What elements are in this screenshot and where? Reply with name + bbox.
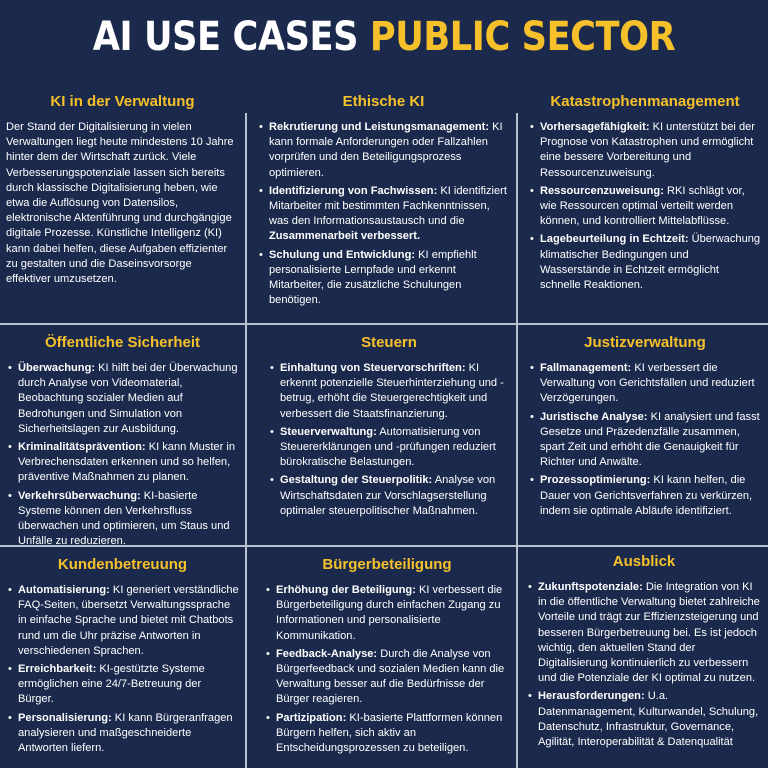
item-text: KI-basierte Plattformen können Bürgern helfen, sich aktiv an Entscheidungsprozessen zu beteiligen.	[276, 711, 503, 755]
list-item	[540, 473, 762, 519]
list-item	[538, 580, 762, 686]
list-item	[276, 647, 510, 708]
divider-vertical-4	[516, 325, 518, 545]
title-part-1: AI USE CASES	[92, 14, 359, 60]
section-kundenbetreuung	[0, 556, 245, 759]
divider-horizontal-1	[0, 323, 768, 325]
item-text: KI empfiehlt personalisierte Lernpfade und erkennt Mitarbeiter, die zusätzliche Schulungen benötigen.	[269, 248, 477, 307]
list-item	[269, 184, 510, 245]
item-text: KI kann formale Anforderungen oder Fallzahlen vorprüfen und den Beteiligungsprozess optimieren.	[269, 121, 503, 179]
item-label: Einhaltung von Steuervorschriften:	[280, 362, 466, 374]
bullet-list	[528, 120, 762, 293]
item-text: Automatisierung von Steuererklärungen und -prüfungen reduziert bürokratische Belastungen.	[280, 425, 496, 469]
section-heading: Bürgerbeteiligung	[322, 556, 452, 573]
item-text: KI-gestützte Systeme ermöglichen eine 24/7-Betreuung der Bürger.	[18, 663, 205, 706]
section-katastrophenmanagement	[522, 93, 768, 296]
item-text: U.a. Datenmanagement, Kulturwandel, Schulung, Datenschutz, Infrastruktur, Governance, Agilität, Interoperabilität & Datenqualität	[538, 690, 759, 749]
section-steuern	[262, 334, 516, 522]
item-label: Gestaltung der Steuerpolitik:	[280, 474, 433, 487]
section-heading: Ausblick	[612, 553, 676, 570]
list-item	[18, 440, 239, 486]
item-label: Feedback-Analyse:	[276, 647, 378, 660]
item-label: Prozessoptimierung:	[540, 474, 651, 487]
item-label: Überwachung:	[18, 362, 96, 374]
item-label: Rekrutierung und Leistungsmanagement:	[269, 121, 490, 133]
item-label: Juristische Analyse:	[540, 410, 648, 423]
item-text: KI hilft bei der Überwachung durch Analyse von Videomaterial, Beobachtung sozialer Medien auf Bedrohungen und Simulation von Sicherheitslagen zur Ausbildung.	[18, 362, 238, 435]
section-ethische-ki	[251, 93, 516, 311]
item-label: Fallmanagement:	[540, 362, 632, 374]
section-ausblick	[520, 553, 768, 753]
item-text: KI-basierte Systeme können den Verkehrsfluss überwachen und optimieren, um Staus und Unfälle zu reduzieren.	[18, 489, 230, 548]
list-item	[540, 232, 762, 293]
bullet-list	[257, 120, 510, 308]
list-item	[276, 583, 510, 644]
section-heading: Kundenbetreuung	[57, 556, 188, 573]
item-label: Verkehrsüberwachung:	[18, 489, 141, 502]
title-part-2: PUBLIC SECTOR	[369, 14, 676, 60]
item-label: Identifizierung von Fachwissen:	[269, 184, 438, 197]
item-label: Schulung und Entwicklung:	[269, 248, 416, 261]
item-text: Überwachung klimatischer Bedingungen und Wasserstände in Echtzeit ermöglicht schnelle Reaktionen.	[540, 233, 761, 292]
section-heading: Steuern	[361, 334, 417, 351]
item-label: Steuerverwaltung:	[280, 425, 377, 438]
item-label: Vorhersagefähigkeit:	[540, 121, 650, 133]
item-text: Durch die Analyse von Bürgerfeedback und sozialen Medien kann die Verwaltung besser auf die Bedürfnisse der Bürger reagieren.	[276, 647, 505, 706]
item-text: KI kann helfen, die Dauer von Gerichtsverfahren zu verkürzen, indem sie optimale Abläufe identifiziert.	[540, 474, 753, 517]
section-heading: KI in der Verwaltung	[50, 93, 195, 110]
item-text: KI kann Muster in Verbrechensdaten erkennen und so helfen, präventive Maßnahmen zu planen.	[18, 441, 236, 484]
list-item	[18, 489, 239, 550]
item-label: Erhöhung der Beteiligung:	[276, 584, 416, 596]
bullet-list	[268, 361, 510, 519]
item-text: Analyse von Wirtschaftsdaten zur Vorschlagserstellung optimaler steuerpolitischer Maßnahmen.	[280, 474, 496, 517]
section-text: Der Stand der Digitalisierung in vielen Verwaltungen liegt heute mindestens 10 Jahre hinter dem der Wirtschaft zurück. Viele Verbesserungspotenziale lassen sich bereits durch klassische Digitalisierung heben, wie etwa die Auflösung von Datensilos, elektronische Aktenführung und durchgängige digitale Prozesse. Künstliche Intelligenz (KI) kann dabei helfen, diese Aufgaben effizienter zu gestalten und die Daseinsvorsorge effektiver umzusetzen.	[6, 121, 234, 286]
bullet-list	[528, 361, 762, 519]
item-label: Personalisierung:	[18, 711, 112, 724]
list-item	[540, 120, 762, 181]
section-heading: Justizverwaltung	[584, 334, 706, 351]
list-item	[269, 248, 510, 309]
item-text: KI verbessert die Verwaltung von Gerichtsfällen und reduziert Verzögerungen.	[540, 362, 755, 405]
divider-vertical-5	[245, 547, 247, 768]
section-justizverwaltung	[522, 334, 768, 522]
item-label: Lagebeurteilung in Echtzeit:	[540, 233, 689, 246]
item-text: RKI schlägt vor, wie Ressourcen optimal verteilt werden können, und kontrolliert Mittelabflüsse.	[540, 184, 745, 228]
item-label: Ressourcenzuweisung:	[540, 184, 664, 197]
bullet-list	[526, 580, 762, 750]
item-text: Die Integration von KI in die öffentliche Verwaltung bietet zahlreiche Vorteile und trägt zur Effizienzsteigerung und besseren Bürgerbetreuung bei. Es ist jedoch wichtig, den aktuellen Stand der Digitalisierung kontinuierlich zu verbessern und die Potenziale der KI optimal zu nutzen.	[538, 581, 760, 685]
divider-vertical-1	[245, 113, 247, 323]
list-item	[540, 184, 762, 230]
item-text: KI analysiert und fasst Gesetze und Präzedenzfälle zusammen, spart Zeit und erhöht die Genauigkeit für Richter und Anwälte.	[540, 410, 760, 469]
bullet-list	[6, 583, 239, 756]
page-title	[46, 14, 722, 60]
list-item	[538, 689, 762, 750]
item-label: Kriminalitätsprävention:	[18, 441, 146, 454]
item-label: Automatisierung:	[18, 584, 110, 596]
divider-vertical-2	[516, 113, 518, 323]
divider-vertical-3	[245, 325, 247, 545]
item-text: KI generiert verständliche FAQ-Seiten, übersetzt Verwaltungssprache in einfache Sprache und bietet mit Chatbots rund um die Uhr präzise Antworten in verschiedenen Sprachen.	[18, 584, 239, 657]
item-text: KI erkennt potenzielle Steuerhinterziehung und -betrug, erhöht die Steuergerechtigkeit und verbessert die Staatsfinanzierung.	[280, 362, 504, 420]
item-text: KI unterstützt bei der Prognose von Katastrophen und ermöglicht eine bessere Vorbereitung und Ressourcenzuweisung.	[540, 121, 755, 179]
section-oeffentliche-sicherheit	[0, 334, 245, 552]
list-item	[269, 120, 510, 181]
item-label: Zukunftspotenziale:	[538, 581, 643, 593]
section-ki-in-der-verwaltung	[0, 93, 245, 287]
list-item	[540, 410, 762, 471]
section-heading: Katastrophenmanagement	[550, 93, 740, 110]
list-item	[280, 473, 510, 519]
item-text: KI kann Bürgeranfragen analysieren und maßgeschneiderte Antworten liefern.	[18, 711, 233, 755]
divider-vertical-6	[516, 547, 518, 768]
bullet-list	[264, 583, 510, 756]
list-item	[280, 425, 510, 471]
list-item	[18, 583, 239, 659]
section-buergerbeteiligung	[258, 556, 516, 759]
item-label: Herausforderungen:	[538, 690, 645, 703]
list-item	[18, 662, 239, 708]
item-label-end: Zusammenarbeit verbessert.	[269, 230, 421, 243]
bullet-list	[6, 361, 239, 549]
section-heading: Ethische KI	[342, 93, 425, 110]
list-item	[18, 361, 239, 437]
item-label: Partizipation:	[276, 711, 347, 724]
list-item	[280, 361, 510, 422]
list-item	[540, 361, 762, 407]
list-item	[276, 711, 510, 757]
list-item	[18, 711, 239, 757]
item-label: Erreichbarkeit:	[18, 663, 97, 676]
section-heading: Öffentliche Sicherheit	[44, 334, 201, 351]
item-text: KI identifiziert Mitarbeiter mit bestimmten Fachkenntnissen, was den Informationsaustausch und die	[269, 184, 507, 228]
item-text: KI verbessert die Bürgerbeteiligung durch einfachen Zugang zu Informationen und personalisierte Kommunikation.	[276, 584, 503, 642]
